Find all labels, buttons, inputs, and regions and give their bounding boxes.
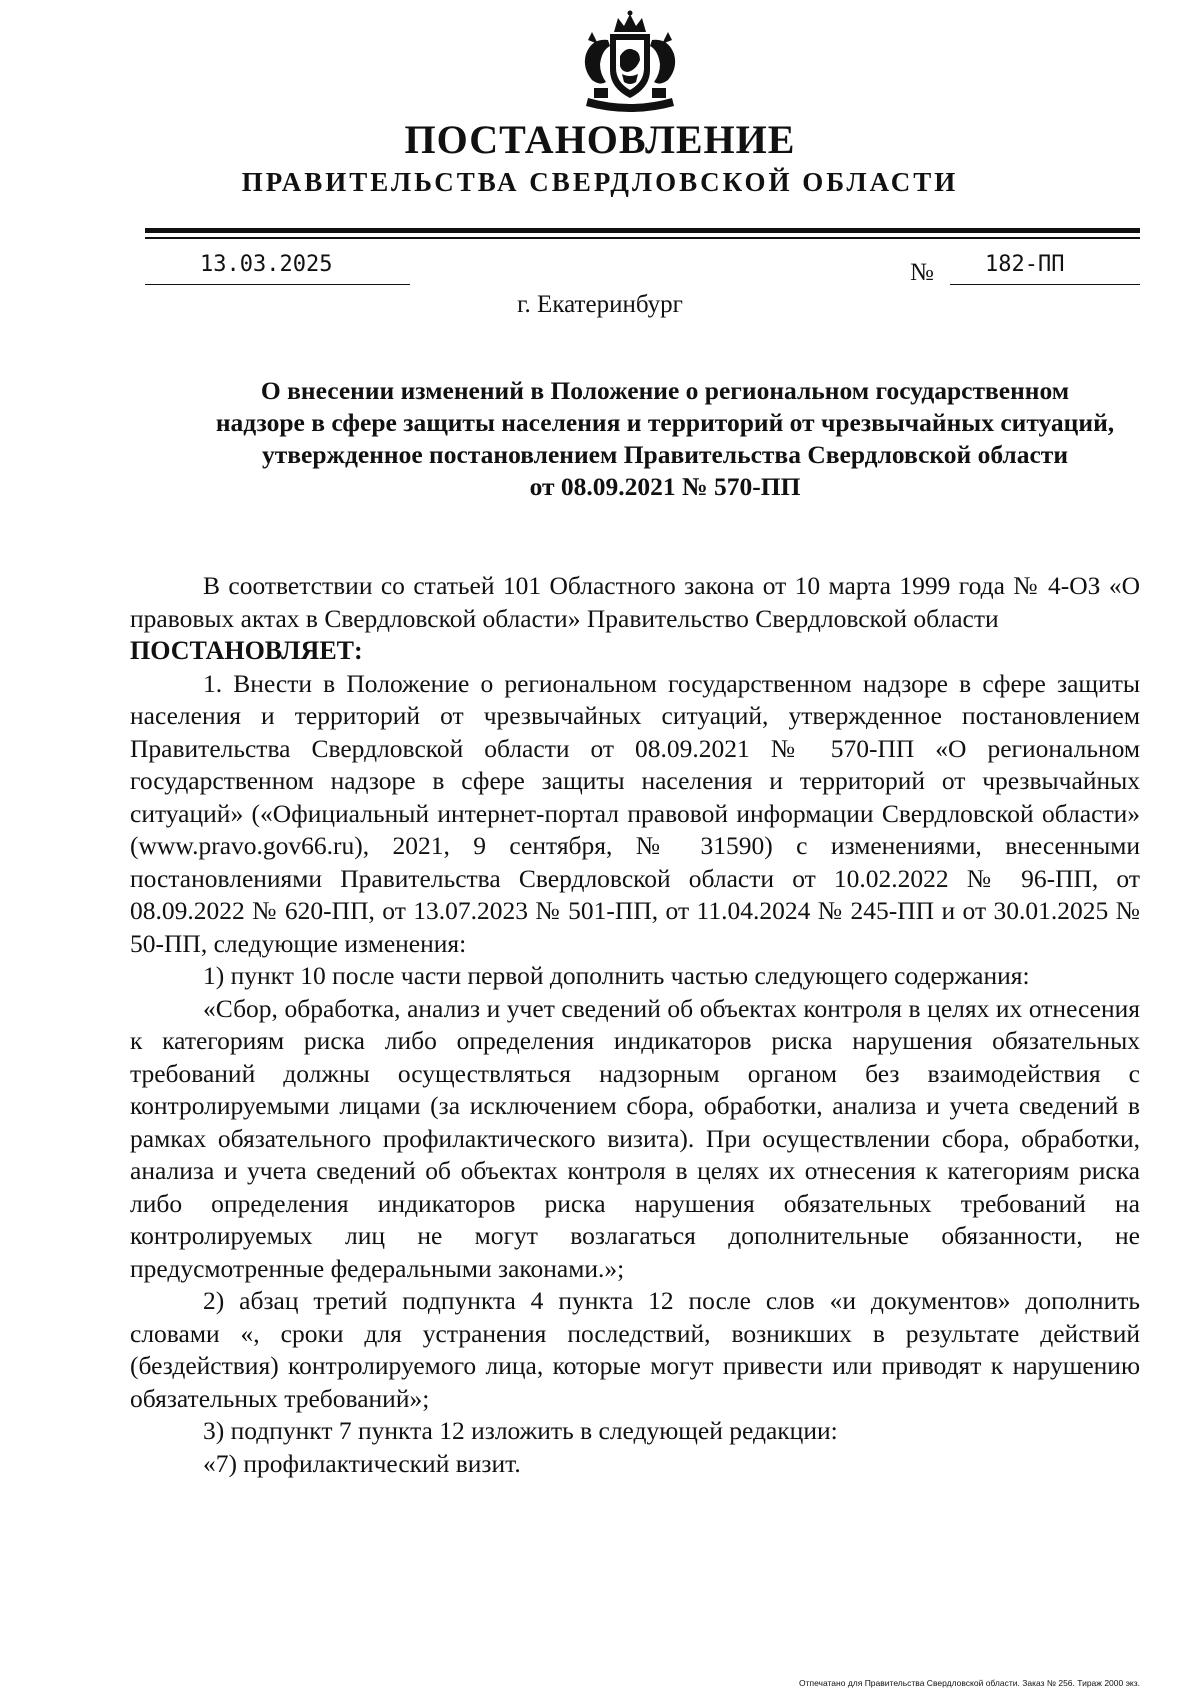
title-line: О внесении изменений в Положение о региональном государственном bbox=[260, 376, 1070, 405]
title-line: от 08.09.2021 № 570-ПП bbox=[529, 472, 801, 501]
paragraph: 1. Внести в Положение о региональном государственном надзоре в сфере защиты населения и территорий от чрезвычайных ситуаций, утвержденное постановлением Правительства Свердловской области от 08.09.2021 № 570-ПП «О региональном государственном надзоре в сфере защиты населения и территорий от чрезвычайных ситуаций» («Официальный интернет-портал правовой информации Свердловской области» (www.pravo.gov66.ru), 2021, 9 сентября, № 31590) с изменениями, внесенными постановлениями Правительства Свердловской области от 10.02.2022 № 96-ПП, от 08.09.2022 № 620-ПП, от 13.07.2023 № 501-ПП, от 11.04.2024 № 245-ПП и от 30.01.2025 № 50-ПП, следующие изменения: bbox=[130, 668, 1140, 958]
document-number: 182-ПП bbox=[985, 252, 1065, 277]
preamble: В соответствии со статьей 101 Областного закона от 10 марта 1999 года № 4-ОЗ «О правовых актах в Свердловской области» Правительство Свердловской области bbox=[130, 571, 1140, 633]
title-line: надзоре в сфере защиты населения и территорий от чрезвычайных ситуаций, bbox=[215, 408, 1115, 437]
header-divider-thin bbox=[145, 237, 1140, 239]
document-title bbox=[130, 375, 1200, 503]
document-date: 13.03.2025 bbox=[200, 252, 333, 277]
print-note: Отпечатано для Правительства Свердловской области. Заказ № 256. Тираж 2000 экз. bbox=[798, 1678, 1140, 1688]
document-body bbox=[130, 570, 1140, 1480]
decree-word: ПОСТАНОВЛЯЕТ: bbox=[130, 636, 363, 665]
title-line: утвержденное постановлением Правительства Свердловской области bbox=[261, 440, 1069, 469]
paragraph: 3) подпункт 7 пункта 12 изложить в следующей редакции: bbox=[203, 1416, 838, 1445]
paragraph: 1) пункт 10 после части первой дополнить частью следующего содержания: bbox=[203, 961, 1030, 990]
header-divider-thick bbox=[145, 228, 1140, 233]
number-sign: № bbox=[910, 259, 934, 286]
date-field bbox=[145, 250, 410, 285]
city: г. Екатеринбург bbox=[517, 291, 683, 318]
document-type: ПОСТАНОВЛЕНИЕ bbox=[404, 117, 796, 162]
coat-of-arms-icon bbox=[570, 10, 690, 118]
paragraph: 2) абзац третий подпункта 4 пункта 12 после слов «и документов» дополнить словами «, сроки для устранения последствий, возникших в результате действий (бездействия) контролируемого лица, которые могут привести или приводят к нарушению обязательных требований»; bbox=[130, 1286, 1140, 1413]
paragraph: «7) профилактический визит. bbox=[203, 1448, 521, 1478]
paragraph: «Сбор, обработка, анализ и учет сведений об объектах контроля в целях их отнесения к категориям риска либо определения индикаторов риска нарушения обязательных требований должны осуществляться надзорным органом без взаимодействия с контролируемыми лицами (за исключением сбора, обработки, анализа и учета сведений в рамках обязательного профилактического визита). При осуществлении сбора, обработки, анализа и учета сведений об объектах контроля в целях их отнесения к категориям риска либо определения индикаторов риска нарушения обязательных требований на контролируемых лиц не могут возлагаться дополнительные обязанности, не предусмотренные федеральными законами.»; bbox=[130, 993, 1140, 1283]
issuing-authority: ПРАВИТЕЛЬСТВА СВЕРДЛОВСКОЙ ОБЛАСТИ bbox=[241, 167, 959, 197]
number-field bbox=[950, 250, 1140, 285]
